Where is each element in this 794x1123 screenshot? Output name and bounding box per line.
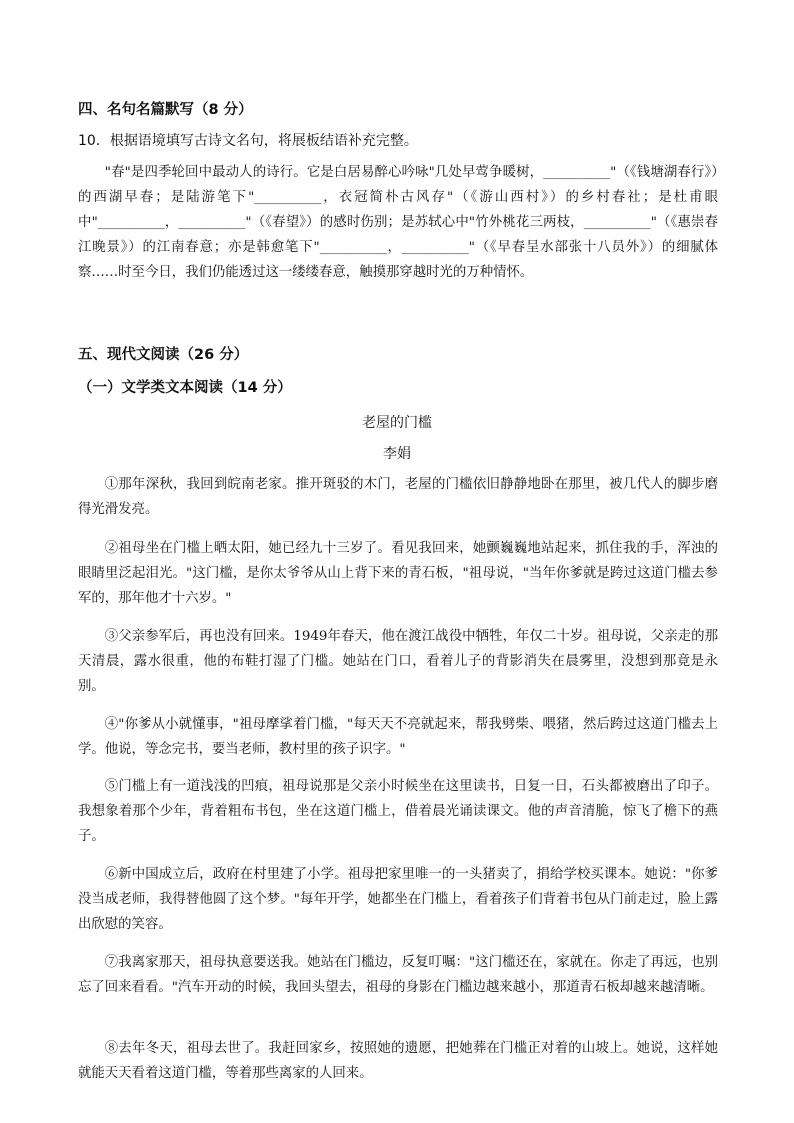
quote-passage: "春"是四季轮回中最动人的诗行。它是白居易醉心吟咏"几处早莺争暖树，__________"（《钱塘湖春行》）的西湖早春；是陆游笔下"__________，衣冠简朴古风存"（《游山西村》）的乡村春社；是杜甫眼中"__________，__________"（《春望》）的感时伤别；是苏轼心中"竹外桃花三两枝，__________"（《惠崇春江晚景》）的江南春意；亦是韩愈笔下"__________，__________"（《早春呈水部张十八员外》）的细腻体察……时至今日，我们仍能透过这一缕缕春意，触摸那穿越时光的万种情怀。 bbox=[78, 165, 718, 280]
article-paragraph: ⑥新中国成立后，政府在村里建了小学。祖母把家里唯一的一头猪卖了，捐给学校买课本。她说："你爹没当成老师，我得替他圆了这个梦。"每年开学，她都坐在门槛上，看着孩子们背着书包从门前走过，脸上露出欣慰的笑容。 bbox=[78, 867, 718, 932]
section-4-heading: 四、名句名篇默写（8 分） bbox=[78, 102, 253, 118]
subsection-heading: （一）文学类文本阅读（14 分） bbox=[78, 380, 292, 396]
article-paragraph: ④"你爹从小就懂事，"祖母摩挲着门槛，"每天天不亮就起来，帮我劈柴、喂猪，然后跨过这道门槛去上学。他说，等念完书，要当老师，教村里的孩子识字。" bbox=[78, 717, 718, 757]
question-10: 10．根据语境填写古诗文名句，将展板结语补充完整。 bbox=[78, 133, 418, 149]
article-paragraph: ③父亲参军后，再也没有回来。1949年春天，他在渡江战役中牺牲，年仅二十岁。祖母说，父亲走的那天清晨，露水很重，他的布鞋打湿了门槛。她站在门口，看着儿子的背影消失在晨雾里，没想到那竟是永别。 bbox=[78, 629, 718, 694]
article-paragraph: ⑤门槛上有一道浅浅的凹痕，祖母说那是父亲小时候坐在这里读书，日复一日，石头都被磨出了印子。我想象着那个少年，背着粗布书包，坐在这道门槛上，借着晨光诵读课文。他的声音清脆，惊飞了檐下的燕子。 bbox=[78, 779, 718, 844]
article-author: 李娟 bbox=[383, 446, 411, 462]
article-paragraph: ②祖母坐在门槛上晒太阳，她已经九十三岁了。看见我回来，她颤巍巍地站起来，抓住我的手，浑浊的眼睛里泛起泪光。"这门槛，是你太爷爷从山上背下来的青石板，"祖母说，"当年你爹就是跨过这道门槛去参军的，那年他才十六岁。" bbox=[78, 541, 718, 606]
article-paragraph: ⑦我离家那天，祖母执意要送我。她站在门槛边，反复叮嘱："这门槛还在，家就在。你走了再远，也别忘了回来看看。"汽车开动的时候，我回头望去，祖母的身影在门槛边越来越小，那道青石板却越来越清晰。 bbox=[78, 955, 718, 995]
article-title: 老屋的门槛 bbox=[362, 415, 432, 431]
article-paragraph: ⑧去年冬天，祖母去世了。我赶回家乡，按照她的遗愿，把她葬在门槛正对着的山坡上。她说，这样她就能天天看着这道门槛，等着那些离家的人回来。 bbox=[78, 1041, 718, 1081]
article-paragraph: ①那年深秋，我回到皖南老家。推开斑驳的木门，老屋的门槛依旧静静地卧在那里，被几代人的脚步磨得光滑发亮。 bbox=[78, 477, 718, 517]
section-5-heading: 五、现代文阅读（26 分） bbox=[78, 347, 249, 363]
